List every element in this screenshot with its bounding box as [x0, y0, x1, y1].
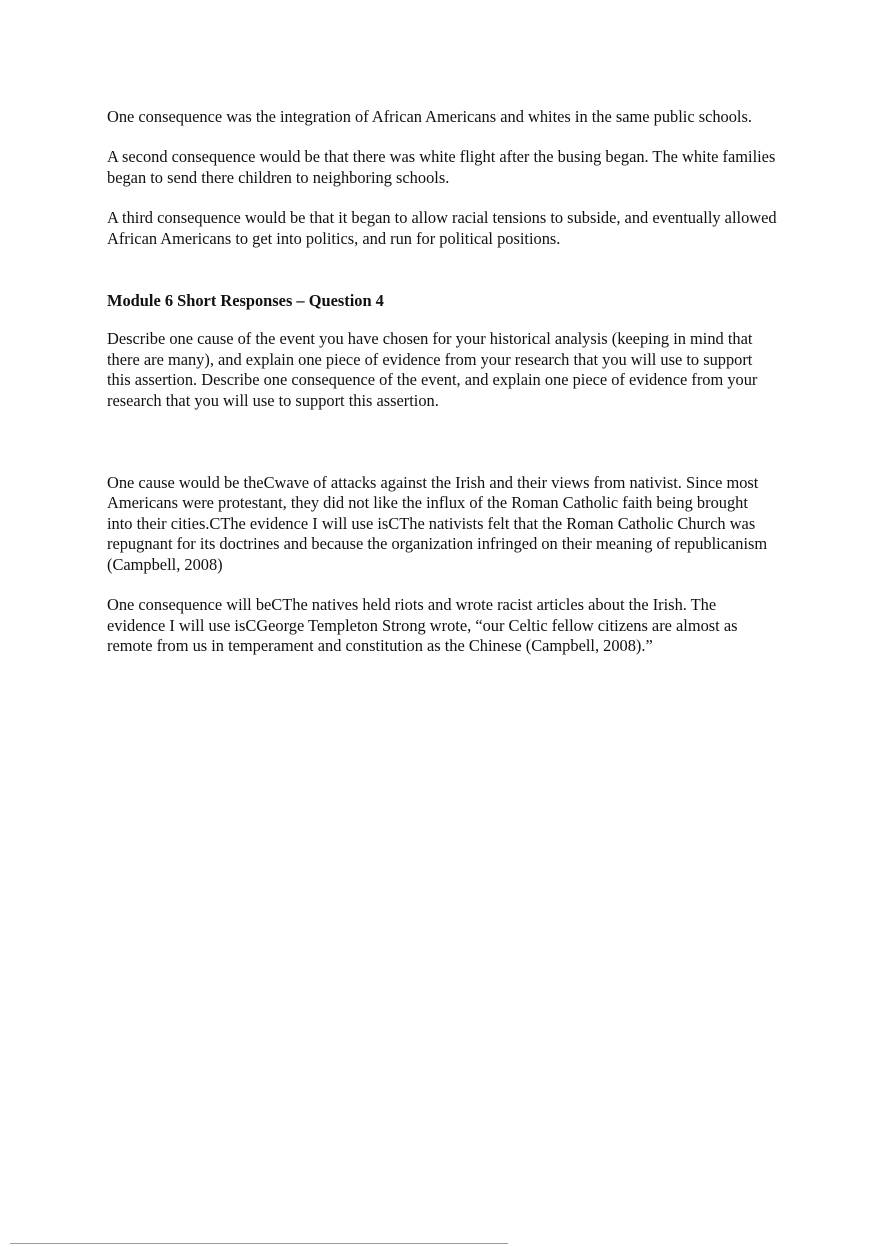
- answer-cause: One cause would be theCwave of attacks against the Irish and their views from nativist. Since most Americans were protestant, they did not like the influx of the Roman Catholic faith being brought into their cities.CThe evidence I will use isCThe nativists felt that the Roman Catholic Church was repugnant for its doctrines and because the organization infringed on their meaning of republicanism (Campbell, 2008): [107, 473, 768, 574]
- paragraph-consequence-1: One consequence was the integration of African Americans and whites in the same public schools.: [107, 107, 752, 126]
- question-prompt: Describe one cause of the event you have chosen for your historical analysis (keeping in mind that there are many), and explain one piece of evidence from your research that you will use to support this assertion. Describe one consequence of the event, and explain one piece of evidence from your research that you will use to support this assertion.: [107, 329, 758, 410]
- footer-divider: [10, 1243, 508, 1244]
- paragraph-consequence-3: A third consequence would be that it began to allow racial tensions to subside, and eventually allowed African Americans to get into politics, and run for political positions.: [107, 208, 777, 248]
- answer-consequence: One consequence will beCThe natives held riots and wrote racist articles about the Irish. The evidence I will use isCGeorge Templeton Strong wrote, “our Celtic fellow citizens are almost as remote from us in temperament and constitution as the Chinese (Campbell, 2008).”: [107, 595, 738, 655]
- document-page: [107, 107, 777, 656]
- paragraph-consequence-2: A second consequence would be that there was white flight after the busing began. The white families began to send there children to neighboring schools.: [107, 147, 776, 187]
- section-heading: Module 6 Short Responses – Question 4: [107, 291, 384, 311]
